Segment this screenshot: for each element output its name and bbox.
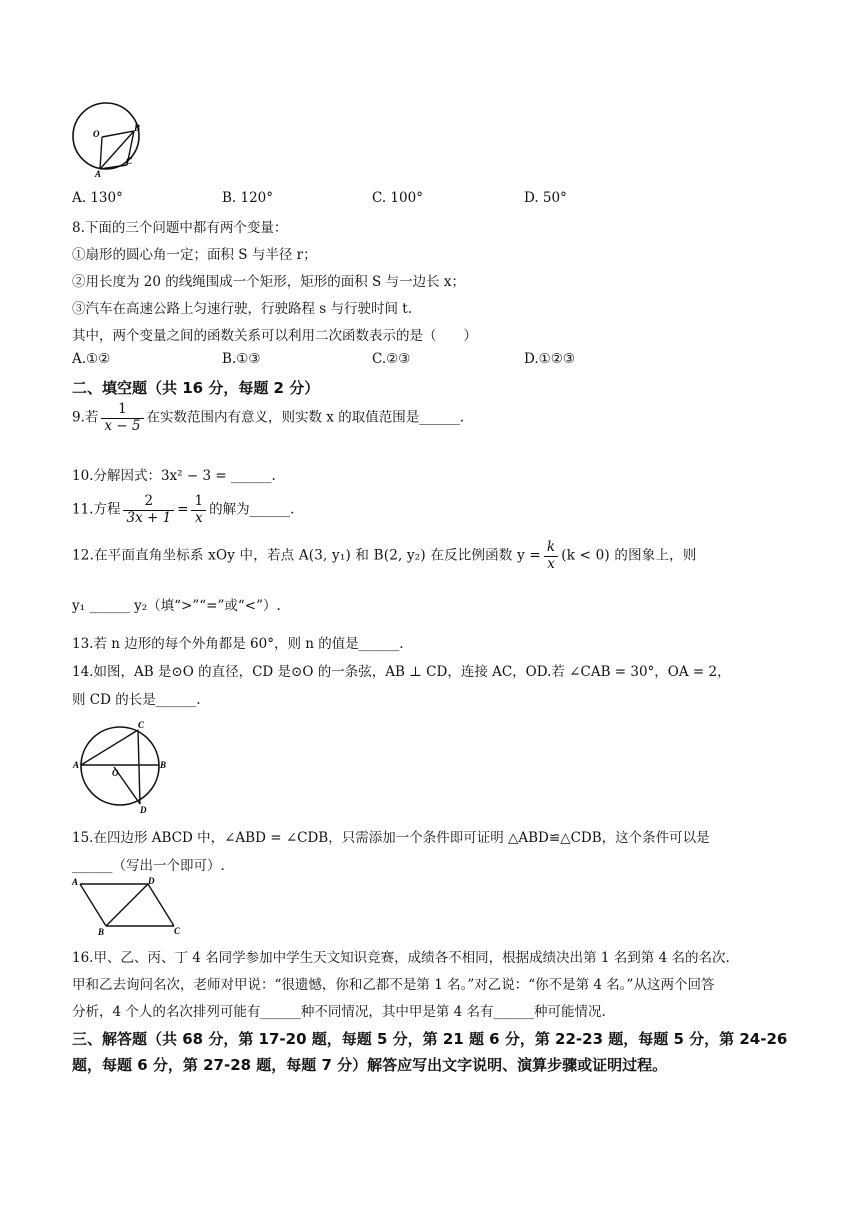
q7-option-a: A. 130° [72, 190, 123, 206]
q7-label-c: C [126, 156, 133, 166]
q8-option-d: D.①②③ [524, 351, 575, 367]
q14-label-a: A [73, 760, 80, 770]
q15-label-d: D [148, 876, 155, 886]
q14-label-b: B [160, 760, 166, 770]
q14-line-2: 则 CD 的长是______. [72, 692, 201, 708]
q8-item-1: ①扇形的圆心角一定；面积 S 与半径 r； [72, 247, 317, 263]
q8-option-a: A.①② [72, 351, 111, 367]
q12-line-1 [72, 540, 697, 572]
q11-fraction-right [191, 494, 206, 526]
q7-label-a: A [95, 169, 102, 178]
q16-line-2: 甲和乙去询问名次，老师对甲说：“很遗憾，你和乙都不是第 1 名。”对乙说：“你不是第 4 名。”从这两个回答 [72, 977, 715, 993]
q9-fraction [101, 402, 143, 434]
q7-option-d: D. 50° [524, 190, 567, 206]
q11-prefix: 11.方程 [72, 501, 121, 518]
q8-stem: 8.下面的三个问题中都有两个变量： [72, 220, 288, 236]
q7-option-c: C. 100° [372, 190, 423, 206]
section-3-heading-line-2: 题，每题 6 分，第 27-28 题，每题 7 分）解答应写出文字说明、演算步骤或证明过程。 [72, 1056, 668, 1074]
q8-item-2: ②用长度为 20 的线绳围成一个矩形，矩形的面积 S 与一边长 x； [72, 274, 465, 290]
q16-line-1: 16.甲、乙、丙、丁 4 名同学参加中学生天文知识竞赛，成绩各不相同，根据成绩决出第 1 名到第 4 名的名次. [72, 950, 730, 966]
q7-label-o: O [93, 129, 100, 139]
q8-option-b: B.①③ [222, 351, 261, 367]
q10: 10.分解因式：3x² − 3 = ______. [72, 468, 276, 484]
q12-text-b: (k < 0) 的图象上，则 [561, 547, 697, 564]
q15-line-2: ______（写出一个即可）. [72, 858, 225, 874]
q9-prefix: 9.若 [72, 409, 99, 426]
section-2-heading: 二、填空题（共 16 分，每题 2 分） [72, 379, 320, 397]
q12-line-2: y₁ ______ y₂（填“>”“=”或“<”）. [72, 598, 281, 614]
q7-label-b: B [134, 123, 141, 133]
section-3-heading-line-1: 三、解答题（共 68 分，第 17-20 题，每题 5 分，第 21 题 6 分，第 22-23 题，每题 5 分，第 24-26 [72, 1030, 788, 1048]
q11-equals: = [177, 501, 189, 518]
q8-item-3: ③汽车在高速公路上匀速行驶，行驶路程 s 与行驶时间 t. [72, 301, 413, 317]
q15-line-1: 15.在四边形 ABCD 中，∠ABD = ∠CDB，只需添加一个条件即可证明 △ABD≌△CDB，这个条件可以是 [72, 830, 710, 846]
q9-frac-den: x − 5 [104, 417, 141, 434]
q15-label-a: A [72, 877, 79, 887]
q11-frac1-num: 2 [123, 494, 174, 511]
q15-label-c: C [174, 926, 181, 936]
q7-option-b: B. 120° [222, 190, 274, 206]
q12-fraction [544, 540, 558, 572]
q12-text-a: 12.在平面直角坐标系 xOy 中，若点 A(3, y₁) 和 B(2, y₂) 在反比例函数 y = [72, 547, 541, 564]
q9-suffix: 在实数范围内有意义，则实数 x 的取值范围是______. [146, 409, 464, 426]
q8-question: 其中，两个变量之间的函数关系可以利用二次函数表示的是（ ） [72, 328, 477, 344]
q14-label-o: O [112, 768, 119, 778]
q8-option-c: C.②③ [372, 351, 411, 367]
q12-frac-den: x [547, 555, 556, 572]
q12-frac-num: k [544, 540, 558, 557]
q14-line-1: 14.如图，AB 是⊙O 的直径，CD 是⊙O 的一条弦，AB ⊥ CD，连接 AC，OD.若 ∠CAB = 30°，OA = 2， [72, 664, 731, 680]
q16-line-3: 分析，4 个人的名次排列可能有______种不同情况，其中甲是第 4 名有______种可能情况. [72, 1004, 606, 1020]
q11-suffix: 的解为______. [209, 501, 295, 518]
q11 [72, 494, 294, 526]
q14-label-d: D [140, 805, 147, 814]
q9 [72, 402, 464, 434]
q11-frac2-num: 1 [191, 494, 206, 511]
q14-circle-figure [70, 718, 166, 814]
q11-frac2-den: x [194, 509, 203, 526]
q13: 13.若 n 边形的每个外角都是 60°，则 n 的值是______. [72, 636, 404, 652]
q14-label-c: C [138, 720, 145, 730]
q7-circle-figure [68, 98, 148, 178]
q15-quadrilateral-figure [68, 874, 188, 936]
q11-frac1-den: 3x + 1 [126, 509, 172, 526]
q15-label-b: B [98, 927, 105, 936]
q9-frac-num: 1 [101, 402, 143, 419]
q11-fraction-left [123, 494, 174, 526]
